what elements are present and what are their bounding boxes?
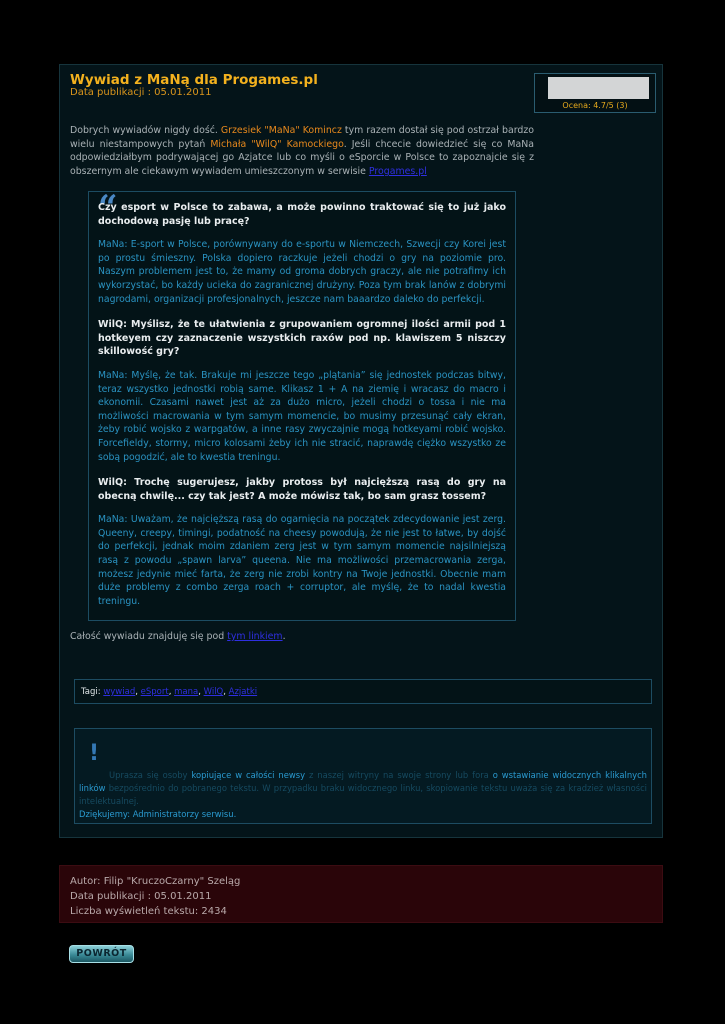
footer-publication-date: Data publikacji : 05.01.2011 — [70, 891, 212, 902]
intro-text-2: tym razem dostał się pod ostrzał bardzo wielu niestampowych pytań — [70, 125, 534, 150]
article-footer — [59, 865, 663, 923]
rating-widget[interactable] — [548, 77, 649, 99]
full-interview-note — [70, 631, 286, 642]
notice-thanks: Dziękujemy: Administratorzy serwisu. — [79, 809, 237, 819]
notice-highlight-2: o wstawianie widocznych klikalnych linków — [79, 770, 647, 793]
notice-text-1: Uprasza się osoby — [109, 770, 192, 780]
highlight-mana: Grzesiek "MaNa" Komincz — [220, 125, 342, 136]
intro-text-3: . Jeśli chcecie dowiedzieć się co MaNa odpowiedziałbym podrywającej go Azjatce lub co myśli o eSporcie w Polsce to zapoznajcie się z obszernym ale ciekawym wywiadem umieszczonym w serwisie — [70, 138, 534, 178]
outro-end: . — [282, 631, 286, 642]
highlight-wilq: Michała "WilQ" Kamockiego — [210, 138, 344, 150]
progames-link[interactable]: Progames.pl — [368, 166, 427, 178]
copyright-notice — [74, 728, 652, 824]
rating-box — [534, 73, 656, 113]
publication-date: Data publikacji : 05.01.2011 — [70, 87, 212, 98]
full-interview-link[interactable]: tym linkiem — [227, 631, 283, 642]
intro-text-1: Dobrych wywiadów nigdy dość. — [70, 125, 221, 136]
article-intro — [70, 124, 534, 179]
rating-text: Ocena: 4.7/5 (3) — [562, 101, 628, 110]
tag-link[interactable]: WilQ — [203, 687, 224, 697]
interview-answer: MaNa: E-sport w Polsce, porównywany do e-sportu w Niemczech, Szwecji czy Korei jest po prostu śmieszny. Polska dopiero raczkuje jeżeli chodzi o gry na poziomie pro. Naszym problemem jest to, że mamy od groma dobrych graczy, ale nie potrafimy ich wykorzystać, bo każdy ucieka do zagranicznej drużyny. Poza tym brak lanów z dobrymi nagrodami, organizacji profesjonalnych, jeszcze nam baaardzo daleko do perfekcji. — [98, 239, 506, 305]
quote-icon: “ — [98, 188, 118, 228]
notice-text-2: z naszej witryny na swoje strony lub fora — [305, 770, 493, 780]
exclamation-icon: ! — [89, 741, 100, 766]
author-info: Autor: Filip "KruczoCzarny" Szeląg — [70, 876, 241, 887]
tag-link[interactable]: eSport — [140, 687, 169, 697]
interview-question: Czy esport w Polsce to zabawa, a może powinno traktować się to już jako dochodową pasję lub pracę? — [98, 202, 506, 227]
tag-link[interactable]: wywiad — [103, 687, 136, 697]
tag-link[interactable]: Azjatki — [228, 687, 258, 697]
tags-bar: Tagi: wywiad, eSport, mana, WilQ, Azjatki — [74, 679, 652, 704]
tag-link[interactable]: mana — [174, 687, 199, 697]
notice-text — [79, 769, 647, 808]
interview-question: WilQ: Trochę sugerujesz, jakby protoss był najcięższą rasą do gry na obecną chwilę... czy tak jest? A może mówisz tak, bo sam grasz tossem? — [98, 477, 506, 502]
interview-answer: MaNa: Myślę, że tak. Brakuje mi jeszcze tego „plątania” się jednostek podczas bitwy, teraz wszystko jednostki robią same. Klikasz 1 + A na ziemię i wracasz do macro i ekonomii. Czasami nawet jest aż za dużo micro, jeżeli chodzi o tossa i nie ma możliwości macrowania w tym samym momencie, bo musimy przesunąć cały ekran, żeby robić wojsko z warpgatów, a inne rasy zwyczajnie mogą hotkeyami robić wojsko. Forcefieldy, stormy, micro kolosami żeby ich nie stracić, naprawdę ciężko wszystko ze sobą pogodzić, ale to kwestia treningu. — [98, 369, 506, 463]
article-title: Wywiad z MaNą dla Progames.pl — [70, 72, 318, 88]
tags-label: Tagi: — [81, 687, 104, 697]
back-button[interactable]: POWRÓT — [69, 945, 134, 963]
view-count: Liczba wyświetleń tekstu: 2434 — [70, 906, 227, 917]
notice-highlight-1: kopiujące w całości newsy — [191, 770, 306, 780]
notice-text-3: bezpośrednio do pobranego tekstu. W przypadku braku widocznego linku, skopiowanie tekstu uważa się za kradzież własności intelektualnej. — [79, 783, 647, 806]
article-panel — [59, 64, 663, 838]
interview-answer: MaNa: Uważam, że najcięższą rasą do ogarnięcia na początek zdecydowanie jest zerg. Queeny, creepy, timingi, podatność na cheesy powodują, że nie jest to łatwe, by dojść do perfekcji, jednak moim zdaniem zerg jest w tym samym momencie najsilniejszą rasą z powodu „spawn larva” queena. Nie ma możliwości przemacrowania zerga, możesz jedynie mieć farta, że zerg nie zrobi kontry na Twoje jednostki. Obecnie mam duże problemy z combo zerga roach + corruptor, ale myślę, że to nadal kwestia treningu. — [98, 514, 506, 607]
interview-quote-box — [88, 188, 516, 621]
interview-content — [98, 201, 506, 620]
interview-question: WilQ: Myślisz, że te ułatwienia z grupowaniem ogromnej ilości armii pod 1 hotkeyem czy zaznaczenie wszystkich raxów pod np. klawiszem 5 niszczy skillowość gry? — [98, 319, 506, 358]
outro-text: Całość wywiadu znajduję się pod — [70, 631, 228, 642]
